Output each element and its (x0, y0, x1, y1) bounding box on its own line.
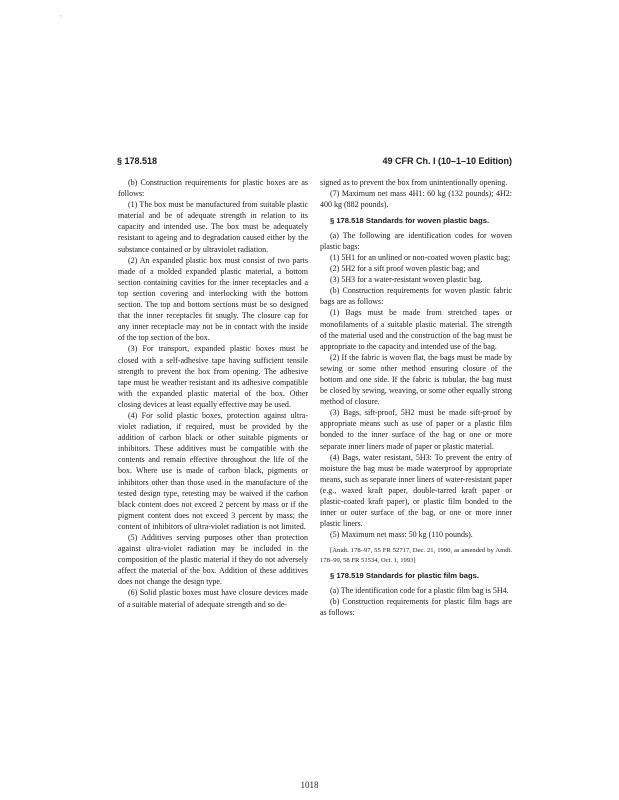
paragraph: (b) Construction requirements for plastic film bags are as follows: (320, 597, 512, 618)
paragraph: (a) The following are identification codes for woven plastic bags: (320, 230, 512, 251)
section-heading: § 178.519 Standards for plastic film bags. (330, 571, 479, 581)
paragraph: (2) 5H2 for a sift proof woven plastic bag; and (330, 264, 480, 274)
paragraph: (6) Solid plastic boxes must have closure devices made of a suitable material of adequate strength and so de- (118, 588, 308, 609)
paragraph: (a) The identification code for a plastic film bag is 5H4. (330, 585, 509, 595)
paragraph: (2) An expanded plastic box must consist of two parts made of a molded expanded plastic material, a bottom section containing cavities for the inner receptacles and a top section covering and interlocking with the bottom section. The top and bottom sections must be so designed that the inner receptacles fit snugly. The closure cap for any inner receptacle may not be in contact with the inside of the top section of the box. (118, 255, 308, 343)
paragraph: (1) 5H1 for an unlined or non-coated woven plastic bag; (330, 252, 511, 262)
paragraph: (7) Maximum net mass 4H1: 60 kg (132 pounds); 4H2: 400 kg (882 pounds). (320, 189, 512, 210)
scan-mark: : (60, 14, 62, 20)
section-heading: § 178.518 Standards for woven plastic bags. (330, 216, 490, 226)
paragraph: (4) Bags, water resistant, 5H3: To prevent the entry of moisture the bag must be made waterproof by appropriate means, such as separate inner liners of water-resistant paper (e.g., waxed kraft paper, double-tarred kraft paper or plastic-coated kraft paper), or plastic film bonded to the inner or outer surface of the bag, or one or more inner plastic liners. (320, 452, 512, 529)
paragraph: (2) If the fabric is woven flat, the bags must be made by sewing or some other method ensuring closure of the bottom and one side. If the fabric is tubular, the bag must be closed by sewing, weaving, or some other equally strong method of closure. (320, 352, 512, 407)
paragraph: (b) Construction requirements for plastic boxes are as follows: (118, 178, 308, 199)
paragraph: (3) Bags, sift-proof, 5H2 must be made sift-proof by appropriate means such as use of paper or a plastic film bonded to the inner surface of the bag or one or more separate inner liners made of paper or plastic material. (320, 408, 512, 451)
right-column (320, 177, 512, 618)
paragraph: (4) For solid plastic boxes, protection against ultra-violet radiation, if required, must be provided by the addition of carbon black or other suitable pigments or inhibitors. These additives must be compatible with the contents and remain effective throughout the life of the box. Where use is made of carbon black, pigments or inhibitors other than those used in the manufacture of the tested design type, retesting may be waived if the carbon black content does not exceed 2 percent by mass or if the pigment content does not exceed 3 percent by mass; the content of inhibitors of ultra-violet radiation is not limited. (118, 410, 308, 531)
paragraph: (3) 5H3 for a water-resistant woven plastic bag. (330, 275, 483, 285)
left-column (118, 177, 308, 610)
running-head-title: 49 CFR Ch. I (10–1–10 Edition) (382, 156, 512, 166)
paragraph: (3) For transport, expanded plastic boxes must be closed with a self-adhesive tape having sufficient tensile strength to prevent the box from opening. The adhesive tape must be weather resistant and its adhesive compatible with the expanded plastic material of the box. Other closing devices at least equally effective may be used. (118, 344, 308, 409)
running-head (117, 156, 512, 170)
paragraph-continued: signed as to prevent the box from unintentionally opening. (320, 178, 508, 187)
paragraph: (5) Additives serving purposes other than protection against ultra-violet radiation may be included in the composition of the plastic material if they do not adversely affect the material of the box. Addition of these additives does not change the design type. (118, 533, 308, 587)
authority-citation: [Amdt. 178–97, 55 FR 52717, Dec. 21, 1990, as amended by Amdt. 178–99, 58 FR 51534, Oct. 1, 1993] (320, 547, 512, 564)
paragraph: (1) The box must be manufactured from suitable plastic material and be of adequate strength in relation to its capacity and intended use. The box must be adequately resistant to ageing and to degradation caused either by the substance contained or by ultraviolet radiation. (118, 200, 308, 254)
paragraph: (b) Construction requirements for woven plastic fabric bags are as follows: (320, 286, 512, 307)
page-number: 1018 (300, 780, 319, 790)
running-head-section: § 178.518 (117, 156, 158, 166)
paragraph: (1) Bags must be made from stretched tapes or monofilaments of a suitable plastic material. The strength of the material used and the construction of the bag must be appropriate to the capacity and intended use of the bag. (320, 308, 512, 351)
paragraph: (5) Maximum net mass: 50 kg (110 pounds). (330, 530, 473, 540)
